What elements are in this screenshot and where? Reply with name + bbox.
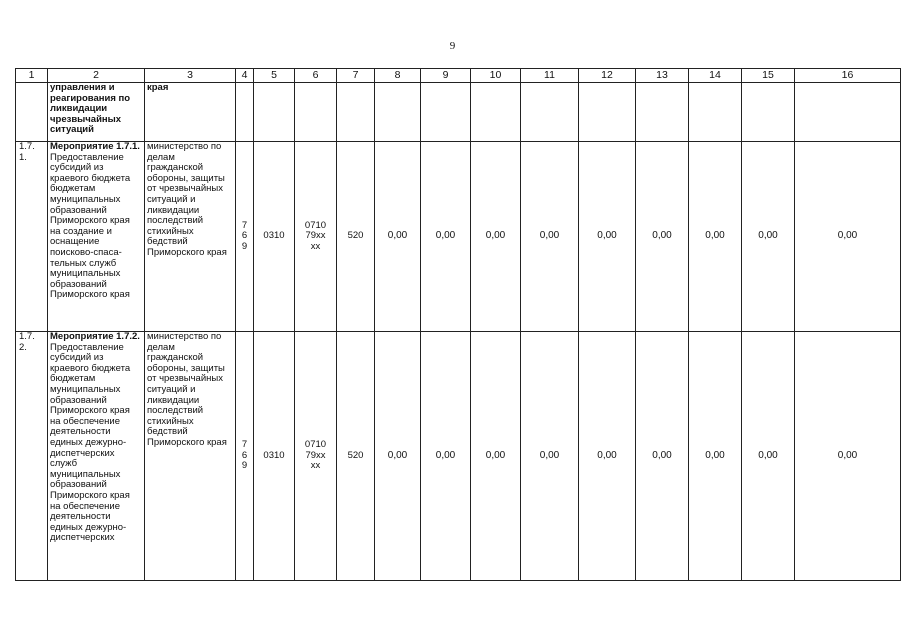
- column-header: 3: [145, 69, 236, 83]
- grbs-code: 769: [241, 219, 248, 252]
- budget-table: [15, 68, 901, 581]
- column-header: 5: [254, 69, 295, 83]
- column-header: 4: [236, 69, 254, 83]
- csr-code: 0710 79xx xx: [295, 332, 337, 581]
- amount-cell: 0,00: [636, 142, 689, 332]
- amount-cell: 0,00: [689, 142, 742, 332]
- row-number: 1.7. 1.: [16, 142, 48, 332]
- continuation-row: [16, 83, 901, 142]
- column-header: 10: [471, 69, 521, 83]
- amount-cell: 0,00: [375, 142, 421, 332]
- amount-cell: 0,00: [579, 142, 636, 332]
- rzpr-code: 0310: [254, 142, 295, 332]
- amount-cell: 0,00: [375, 332, 421, 581]
- executor: министерство по делам гражданской обороны, защиты от чрезвычайных ситуаций и ликвидации последствий стихийных бедствий Приморского края: [145, 332, 236, 581]
- column-header: 7: [337, 69, 375, 83]
- measure-title: Мероприятие 1.7.2.: [50, 331, 140, 342]
- column-header: 13: [636, 69, 689, 83]
- amount-cell: 0,00: [636, 332, 689, 581]
- column-header: 16: [795, 69, 901, 83]
- vr-code: 520: [337, 142, 375, 332]
- executor: министерство по делам гражданской обороны, защиты от чрезвычайных ситуаций и ликвидации последствий стихийных бедствий Приморского края: [145, 142, 236, 332]
- column-header: 11: [521, 69, 579, 83]
- amount-cell: 0,00: [521, 142, 579, 332]
- column-header: 6: [295, 69, 337, 83]
- column-header: 1: [16, 69, 48, 83]
- amount-cell: 0,00: [795, 332, 901, 581]
- amount-cell: 0,00: [421, 142, 471, 332]
- measure-title: Мероприятие 1.7.1.: [50, 141, 140, 152]
- table-row: [16, 332, 901, 581]
- csr-code: 0710 79xx xx: [295, 142, 337, 332]
- continuation-name: управления и реагирования по ликвидации чрезвычайных ситуаций: [50, 82, 131, 136]
- header-row: [16, 69, 901, 83]
- amount-cell: 0,00: [471, 332, 521, 581]
- amount-cell: 0,00: [795, 142, 901, 332]
- amount-cell: 0,00: [579, 332, 636, 581]
- column-header: 12: [579, 69, 636, 83]
- grbs-code: 769: [241, 439, 248, 472]
- measure-description: Предоставление субсидий из краевого бюджета бюджетам муниципальных образований Приморского края на обеспечение деятельности единых дежурно-диспетчерских служб муниципальных образований Приморского края на обеспечение деятельности единых дежурно-диспетчерских: [50, 341, 131, 544]
- amount-cell: 0,00: [742, 142, 795, 332]
- column-header: 2: [48, 69, 145, 83]
- vr-code: 520: [337, 332, 375, 581]
- amount-cell: 0,00: [742, 332, 795, 581]
- column-header: 9: [421, 69, 471, 83]
- continuation-executor: края: [147, 82, 169, 93]
- row-number: 1.7. 2.: [16, 332, 48, 581]
- column-header: 14: [689, 69, 742, 83]
- amount-cell: 0,00: [471, 142, 521, 332]
- measure-description: Предоставление субсидий из краевого бюджета бюджетам муниципальных образований Приморского края на создание и оснащение поисково-спаса-тельных служб муниципальных образований Приморского края: [50, 151, 131, 301]
- column-header: 15: [742, 69, 795, 83]
- amount-cell: 0,00: [521, 332, 579, 581]
- amount-cell: 0,00: [421, 332, 471, 581]
- rzpr-code: 0310: [254, 332, 295, 581]
- page-number: 9: [449, 40, 456, 52]
- amount-cell: 0,00: [689, 332, 742, 581]
- table-row: [16, 142, 901, 332]
- column-header: 8: [375, 69, 421, 83]
